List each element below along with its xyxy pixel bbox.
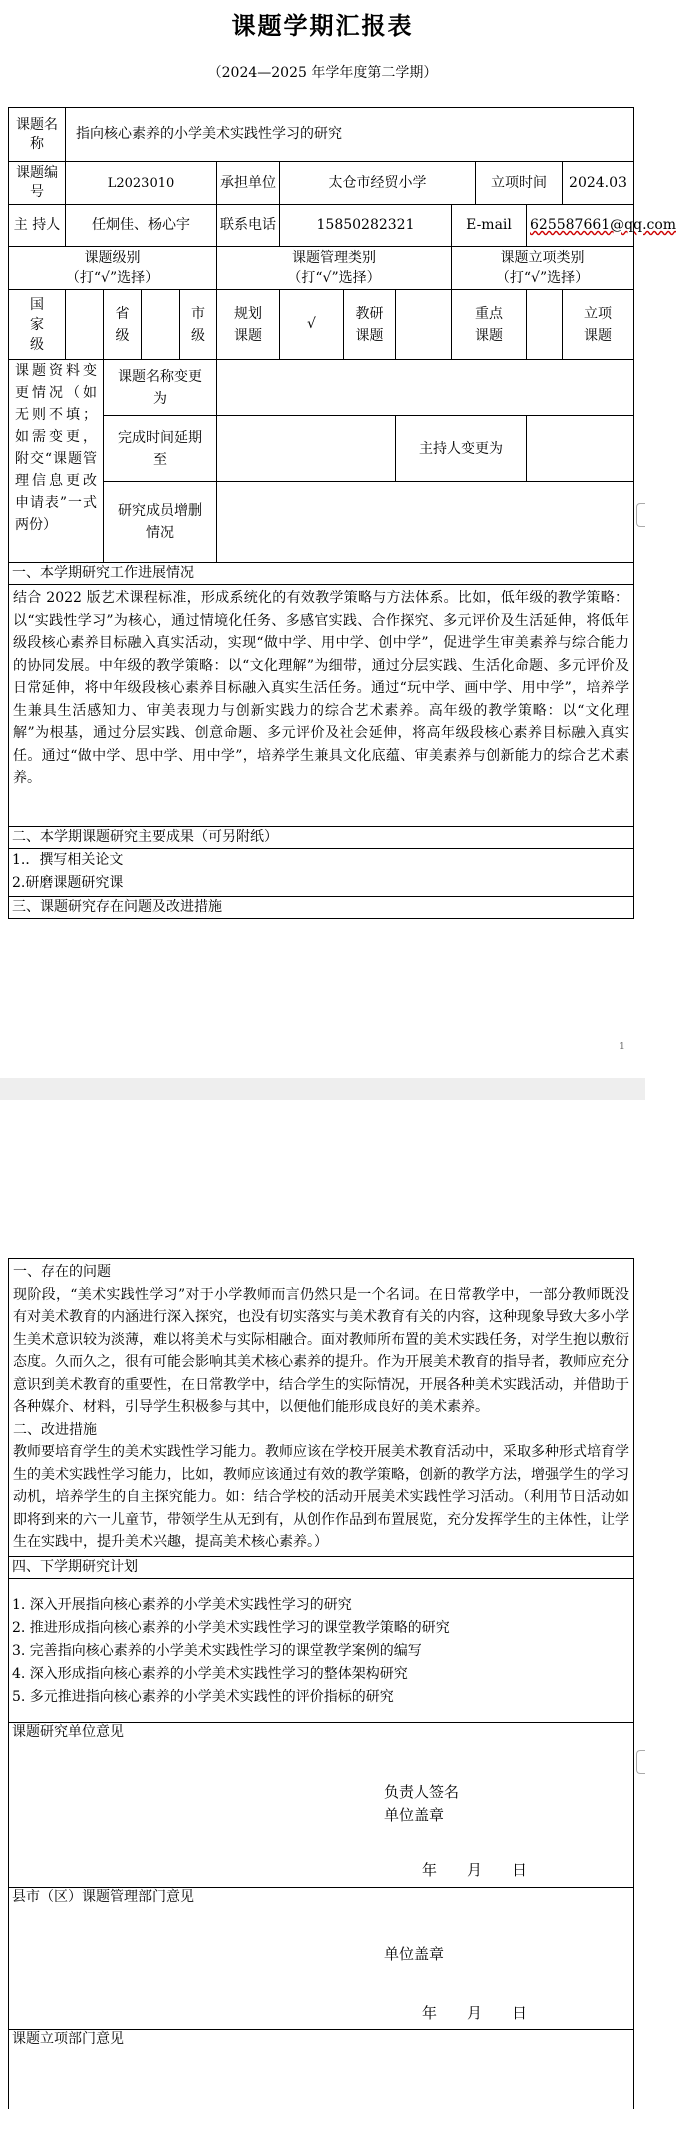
value-phone: 15850282321: [280, 205, 452, 247]
label-host-change: 主持人变更为: [396, 416, 527, 482]
plan-item-4: 4. 深入形成指向核心素养的小学美术实践性学习的整体架构研究: [12, 1665, 408, 1682]
label-member-change: 研究成员增删情况: [104, 482, 217, 563]
label-time-extend: 完成时间延期至: [104, 416, 217, 482]
plan-item-5: 5. 多元推进指向核心素养的小学美术实践性的评价指标的研究: [12, 1688, 394, 1705]
project-opinion-label: 课题立项部门意见: [12, 2030, 124, 2047]
header-topic-level: 课题级别 （打“√”选择）: [9, 247, 217, 290]
change-info-label: 课题资料变更情况（如无则不填；如需变更，附交“课题管理信息更改申请表”一式两份）: [9, 360, 104, 563]
section-issues-heading: 三、课题研究存在问题及改进措施: [9, 897, 634, 919]
plan-item-2: 2. 推进形成指向核心素养的小学美术实践性学习的课堂教学策略的研究: [12, 1619, 450, 1636]
value-topic-id: L2023010: [66, 162, 217, 205]
document-title: 课题学期汇报表: [231, 11, 414, 40]
continuation-table: [8, 1258, 634, 2109]
level-province-check: [142, 290, 180, 360]
result-item-2: 2.研磨课题研究课: [12, 875, 124, 891]
unit-opinion-section: [9, 1722, 634, 1887]
section-progress-heading: 一、本学期研究工作进展情况: [9, 563, 634, 585]
value-email: 625587661@qq.com: [527, 205, 634, 247]
county-date-line: 年 月 日: [422, 2003, 528, 2022]
label-unit: 承担单位: [217, 162, 280, 205]
value-unit: 太仓市经贸小学: [280, 162, 476, 205]
level-national: 国家级: [9, 290, 66, 360]
value-host-change: [527, 416, 634, 482]
mgmt-planned-check: √: [280, 290, 344, 360]
semester-label: （2024—2025 年学年度第二学期）: [207, 65, 438, 81]
mgmt-research-check: [396, 290, 452, 360]
county-stamp-label: 单位盖章: [384, 1944, 445, 1963]
value-member-change: [217, 482, 634, 563]
value-time-extend: [217, 416, 396, 482]
plan-item-3: 3. 完善指向核心素养的小学美术实践性学习的课堂教学案例的编写: [12, 1642, 422, 1659]
info-table: [8, 107, 676, 919]
unit-signature-label: 负责人签名: [384, 1782, 460, 1801]
level-national-check: [66, 290, 104, 360]
section-plan-heading: 四、下学期研究计划: [9, 1556, 634, 1578]
value-approve-date: 2024.03: [563, 162, 634, 205]
page-number: 1: [619, 1042, 625, 1052]
county-opinion-section: [9, 1887, 634, 2029]
type-approved: 立项课题: [563, 290, 634, 360]
value-host: 任炯佳、杨心宇: [66, 205, 217, 247]
improve-body: 教师要培育学生的美术实践性学习能力。教师应该在学校开展美术教育活动中，采取多种形式培育学生的美术实践性学习能力，比如，教师应该通过有效的教学策略，创新的教学方法，增强学生的学习动机，培养学生的自主探究能力。如：结合学校的活动开展美术实践性学习活动。（利用节日活动如即将到来的六一儿童节，带领学生从无到有，从创作作品到布置展览，充分发挥学生的主体性，让学生在实践中，提升美术兴趣，提高美术核心素养。）: [13, 1444, 629, 1550]
value-name-change: [217, 360, 634, 416]
project-opinion-section: [9, 2029, 634, 2109]
label-host: 主 持人: [9, 205, 66, 247]
mgmt-research: 教研课题: [344, 290, 396, 360]
section-progress-body: 结合 2022 版艺术课程标准，形成系统化的有效教学策略与方法体系。比如，低年级的教学策略：以“实践性学习”为核心，通过情境化任务、多感官实践、合作探究、多元评价及生活延伸，将低年级段核心素养目标融入真实活动，实现“做中学、用中学、创中学”，促进学生审美素养与综合能力的协同发展。中年级的教学策略：以“文化理解”为细带，通过分层实践、生活化命题、多元评价及日常延伸，将中年级段核心素养目标融入真实生活任务。通过“玩中学、画中学、用中学”，培养学生兼具生活感知力、审美表现力与创新实践力的综合艺术素养。高年级的教学策略：以“文化理解”为根基，通过分层实践、创意命题、多元评价及社会延伸，将高年级段核心素养目标融入真实任。通过“做中学、思中学、用中学”，培养学生兼具文化底蕴、审美素养与创新能力的综合艺术素养。: [9, 585, 634, 827]
section-results-heading: 二、本学期课题研究主要成果（可另附纸）: [9, 827, 634, 849]
section-results-body: [9, 849, 634, 897]
page-gap: [0, 1078, 645, 1100]
improve-heading: 二、改进措施: [13, 1421, 97, 1438]
label-topic-id: 课题编号: [9, 162, 66, 205]
header-approval-type: 课题立项类别 （打“√”选择）: [452, 247, 634, 290]
level-city: 市级: [180, 290, 217, 360]
value-topic-name: 指向核心素养的小学美术实践性学习的研究: [66, 108, 634, 162]
header-management-type: 课题管理类别 （打“√”选择）: [217, 247, 452, 290]
level-province: 省级: [104, 290, 142, 360]
problem-body: 现阶段，“美术实践性学习”对于小学教师而言仍然只是一个名词。在日常教学中，一部分教师既没有对美术教育的内涵进行深入探究，也没有切实落实与美术教育有关的内容，这种现象导致大多小学生美术意识较为淡薄，难以将美术与实际相融合。面对教师所布置的美术实践任务，对学生抱以敷衍态度。久而久之，很有可能会影响其美术核心素养的提升。作为开展美术教育的指导者，教师应充分意识到美术教育的重要性，在日常教学中，结合学生的实际情况，开展各种美术实践活动，并借助于各种媒介、材料，引导学生积极参与其中，以便他们能形成良好的美术素养。: [13, 1286, 629, 1415]
label-approve-date: 立项时间: [476, 162, 563, 205]
label-email: E-mail: [452, 205, 527, 247]
mgmt-planned: 规划课题: [217, 290, 280, 360]
unit-date-line: 年 月 日: [422, 1860, 528, 1879]
result-item-1: 1.．撰写相关论文: [12, 852, 124, 868]
county-opinion-label: 县市（区）课题管理部门意见: [12, 1888, 194, 1905]
type-key-check: [527, 290, 563, 360]
unit-stamp-label: 单位盖章: [384, 1805, 445, 1824]
label-topic-name: 课题名称: [9, 108, 66, 162]
plan-list: [9, 1578, 634, 1722]
issues-and-improvements: [9, 1259, 634, 1557]
plan-item-1: 1. 深入开展指向核心素养的小学美术实践性学习的研究: [12, 1596, 352, 1613]
label-name-change: 课题名称变更为: [104, 360, 217, 416]
margin-marker-2: [636, 1750, 645, 1774]
label-phone: 联系电话: [217, 205, 280, 247]
unit-opinion-label: 课题研究单位意见: [12, 1723, 124, 1740]
page-2: [0, 1100, 645, 2155]
margin-marker: [636, 503, 645, 527]
type-key: 重点课题: [452, 290, 527, 360]
problem-heading: 一、存在的问题: [13, 1264, 111, 1280]
